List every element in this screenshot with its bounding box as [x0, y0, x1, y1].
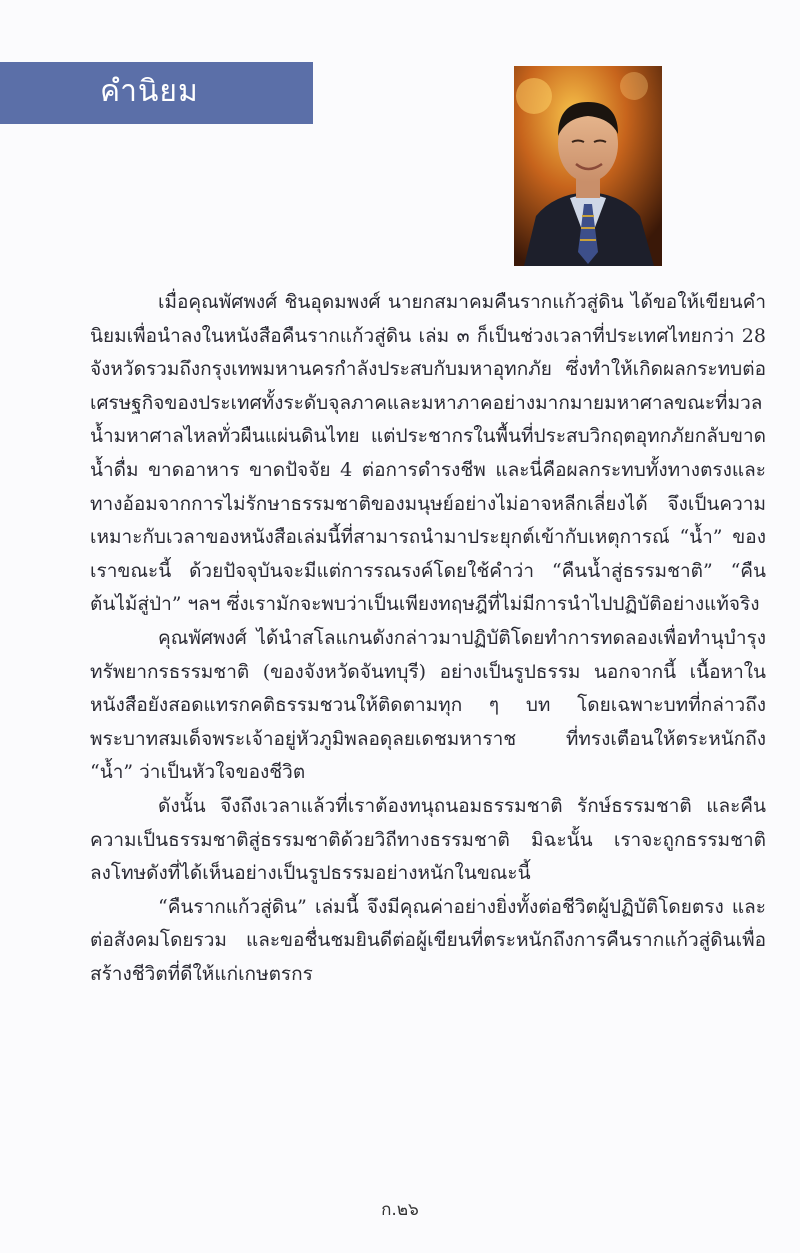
portrait-illustration — [514, 66, 662, 266]
body-text — [90, 286, 766, 991]
title-banner — [0, 62, 313, 124]
paragraph-2: คุณพัศพงศ์ ได้นำสโลแกนดังกล่าวมาปฏิบัติโดยทำการทดลองเพื่อทำนุบำรุงทรัพยากรธรรมชาติ (ของจังหวัดจันทบุรี) อย่างเป็นรูปธรรม นอกจากนี้ เนื้อหาในหนังสือยังสอดแทรกคติธรรมชวนให้ติดตามทุก ๆ บท โดยเฉพาะบทที่กล่าวถึงพระบาทสมเด็จพระเจ้าอยู่หัวภูมิพลอดุลยเดชมหาราช ที่ทรงเตือนให้ตระหนักถึง “น้ำ” ว่าเป็นหัวใจของชีวิต — [90, 626, 766, 784]
paragraph-3: ดังนั้น จึงถึงเวลาแล้วที่เราต้องทนุถนอมธรรมชาติ รักษ์ธรรมชาติ และคืนความเป็นธรรมชาติสู่ธรรมชาติด้วยวิถีทางธรรมชาติ มิฉะนั้น เราจะถูกธรรมชาติลงโทษดังที่ได้เห็นอย่างเป็นรูปธรรมอย่างหนักในขณะนี้ — [90, 794, 766, 885]
page-title: คำนิยม — [100, 74, 199, 109]
paragraph-1: เมื่อคุณพัศพงศ์ ชินอุดมพงศ์ นายกสมาคมคืนรากแก้วสู่ดิน ได้ขอให้เขียนคำนิยมเพื่อนำลงในหนังสือคืนรากแก้วสู่ดิน เล่ม ๓ ก็เป็นช่วงเวลาที่ประเทศไทยกว่า 28 จังหวัดรวมถึงกรุงเทพมหานครกำลังประสบกับมหาอุทกภัย ซึ่งทำให้เกิดผลกระทบต่อเศรษฐกิจของประเทศทั้งระดับจุลภาคและมหาภาคอย่างมากมายมหาศาลขณะที่มวลน้ำมหาศาลไหลทั่วผืนแผ่นดินไทย แต่ประชากรในพื้นที่ประสบวิกฤตอุทกภัยกลับขาดน้ำดื่ม ขาดอาหาร ขาดปัจจัย 4 ต่อการดำรงชีพ และนี่คือผลกระทบทั้งทางตรงและทางอ้อมจากการไม่รักษาธรรมชาติของมนุษย์อย่างไม่อาจหลีกเลี่ยงได้ จึงเป็นความเหมาะกับเวลาของหนังสือเล่มนี้ที่สามารถนำมาประยุกต์เข้ากับเหตุการณ์ “น้ำ” ของเราขณะนี้ ด้วยปัจจุบันจะมีแต่การรณรงค์โดยใช้คำว่า “คืนน้ำสู่ธรรมชาติ” “คืนต้นไม้สู่ป่า” ฯลฯ ซึ่งเรามักจะพบว่าเป็นเพียงทฤษฎีที่ไม่มีการนำไปปฏิบัติอย่างแท้จริง — [90, 291, 766, 616]
author-portrait — [514, 66, 662, 266]
paragraph-4: “คืนรากแก้วสู่ดิน” เล่มนี้ จึงมีคุณค่าอย่างยิ่งทั้งต่อชีวิตผู้ปฏิบัติโดยตรง และต่อสังคมโดยรวม และขอชื่นชมยินดีต่อผู้เขียนที่ตระหนักถึงการคืนรากแก้วสู่ดินเพื่อสร้างชีวิตที่ดีให้แก่เกษตรกร — [90, 895, 766, 985]
page-number: ก.๒๖ — [381, 1200, 419, 1220]
